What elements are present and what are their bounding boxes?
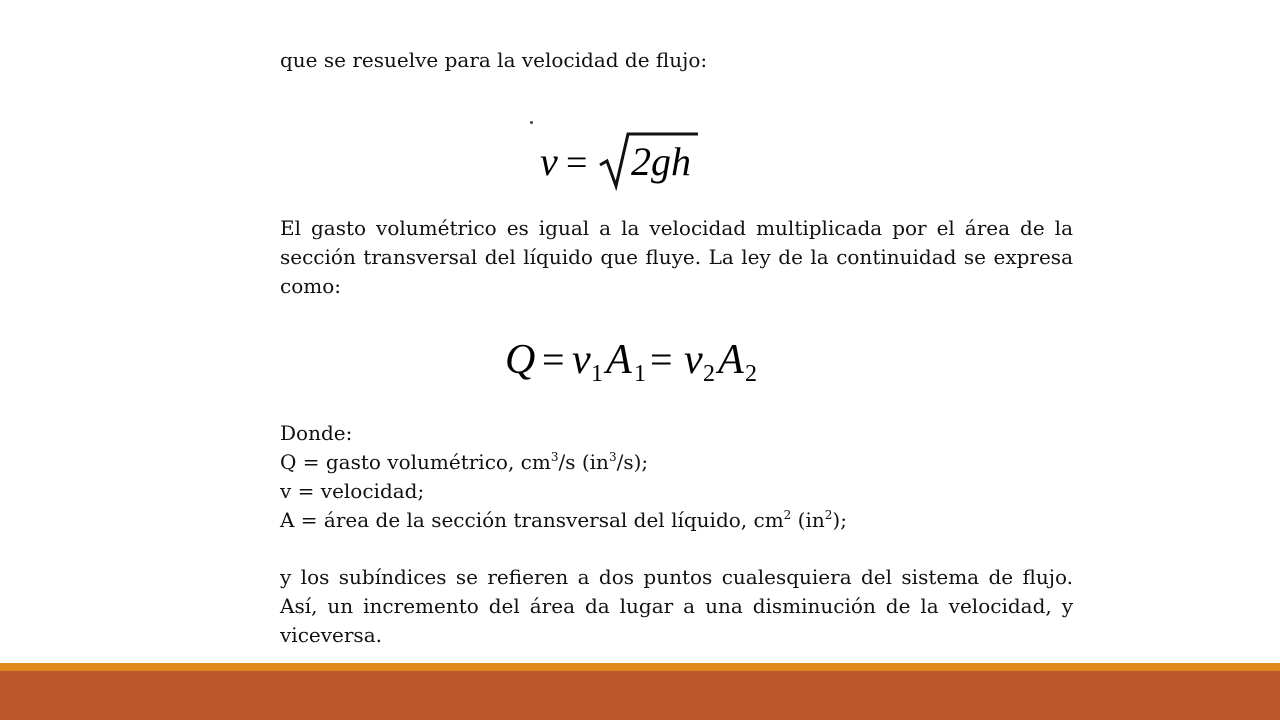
definition-q: Q = gasto volumétrico, $cm^3/s$ $(in^3/s)$; (280, 450, 649, 474)
stray-dot (530, 121, 533, 124)
continuity-formula (500, 325, 800, 395)
formula1-radicand: 2gh (631, 139, 691, 184)
paragraph-subscripts: y los subíndices se refieren a dos puntos cualesquiera del sistema de flujo. Así, un incremento del área da lugar a una disminución de la velocidad, y viceversa. (280, 565, 1073, 647)
formula2-a1: A (606, 337, 632, 383)
velocity-formula (540, 120, 740, 200)
slide-content (280, 46, 1073, 75)
definition-v: v = velocidad; (280, 479, 425, 503)
footer-stripe-accent (0, 663, 1280, 671)
definition-a: A = área de la sección transversal del líquido, $cm^2$ $(in^2)$; (280, 508, 847, 532)
formula2-a1-sub: 1 (634, 361, 646, 387)
formula1-lhs: v (540, 139, 558, 184)
formula2-v1: v (572, 337, 591, 383)
formula2-q: Q (505, 337, 536, 383)
formula2-v1-sub: 1 (591, 361, 603, 387)
definitions-block (280, 419, 1073, 535)
footer-stripe-band (0, 671, 1280, 720)
definitions-heading: Donde: (280, 421, 353, 445)
formula2-v2-sub: 2 (703, 361, 715, 387)
paragraph-flow-rate: El gasto volumétrico es igual a la velocidad multiplicada por el área de la sección transversal del líquido que fluye. La ley de la continuidad se expresa como: (280, 216, 1073, 298)
formula2-a2: A (718, 337, 744, 383)
formula2-a2-sub: 2 (745, 361, 757, 387)
formula1-equals: = (566, 142, 588, 184)
formula2-eq1: = (542, 337, 565, 382)
formula2-v2: v (684, 337, 703, 383)
intro-text: que se resuelve para la velocidad de flujo: (280, 48, 708, 72)
formula2-eq2: = (650, 337, 673, 382)
